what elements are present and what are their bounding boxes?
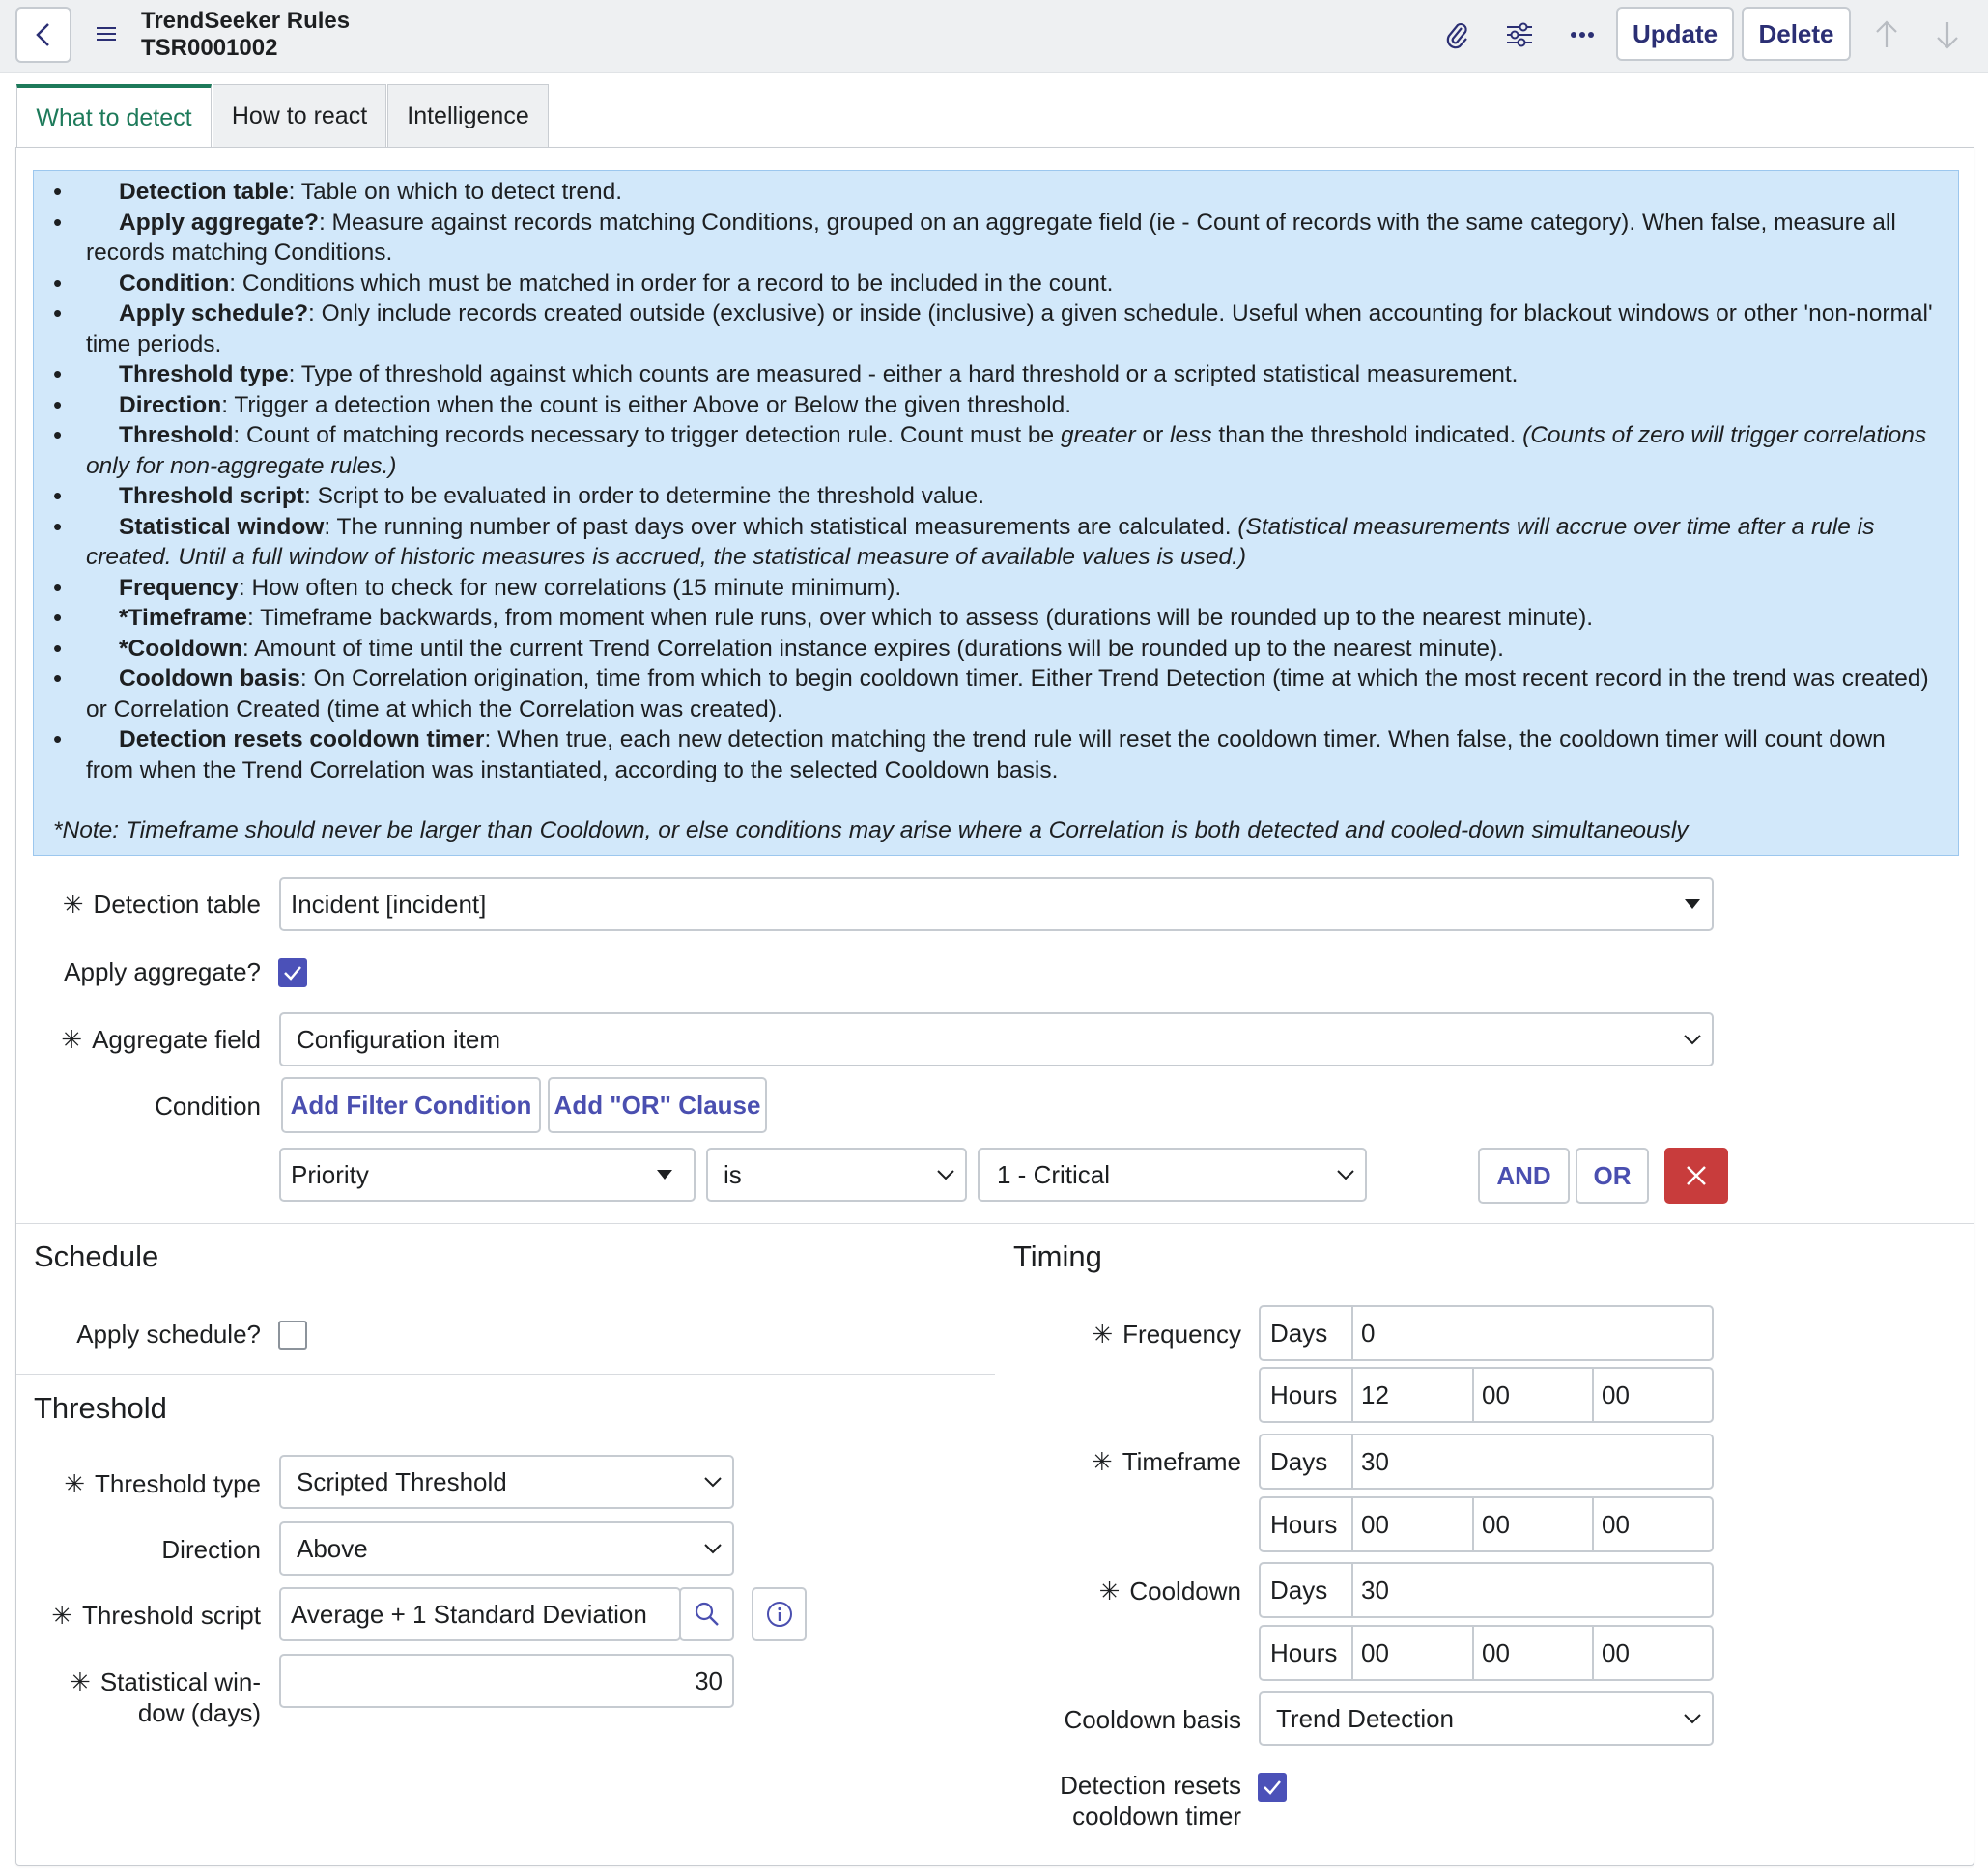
threshold-section-title: Threshold <box>34 1391 167 1425</box>
help-info-box <box>33 170 1959 856</box>
help-list <box>53 177 1939 785</box>
required-asterisk-icon: ✳ <box>1098 1577 1121 1606</box>
add-filter-condition-button[interactable]: Add Filter Condition <box>281 1077 541 1133</box>
chevron-down-icon <box>1326 1170 1365 1180</box>
required-asterisk-icon: ✳ <box>62 890 84 919</box>
tab-how-to-react[interactable]: How to react <box>213 84 386 148</box>
help-item: • Condition: Conditions which must be matched in order for a record to be included in the count. <box>86 269 1939 299</box>
threshold-type-select[interactable]: Scripted Threshold <box>279 1455 734 1509</box>
detection-table-select[interactable]: Incident [incident] <box>279 877 1714 931</box>
menu-icon[interactable] <box>92 19 121 48</box>
required-asterisk-icon: ✳ <box>51 1601 73 1630</box>
timeframe-minutes-input[interactable]: 00 <box>1474 1498 1594 1550</box>
caret-down-icon <box>636 1170 694 1180</box>
arrow-up-icon[interactable] <box>1870 17 1903 52</box>
aggregate-field-label: ✳ Aggregate field <box>61 1025 261 1054</box>
cooldown-seconds-input[interactable]: 00 <box>1602 1637 1630 1667</box>
timeframe-label: ✳ Timeframe <box>1091 1447 1241 1476</box>
paperclip-icon[interactable] <box>1437 15 1476 54</box>
aggregate-field-select[interactable]: Configuration item <box>279 1012 1714 1066</box>
close-icon <box>1686 1165 1707 1186</box>
apply-schedule-label: Apply schedule? <box>76 1320 261 1349</box>
required-asterisk-icon: ✳ <box>1092 1320 1114 1349</box>
lookup-button[interactable] <box>679 1587 734 1641</box>
cooldown-hours-input[interactable]: 00 <box>1353 1627 1474 1679</box>
help-item: • Threshold type: Type of threshold against which counts are measured - either a hard threshold or a scripted statistical measurement. <box>86 359 1939 390</box>
check-icon <box>283 965 302 981</box>
frequency-minutes-input[interactable]: 00 <box>1474 1369 1594 1421</box>
condition-field-select[interactable]: Priority <box>279 1148 696 1202</box>
delete-button[interactable]: Delete <box>1742 7 1851 61</box>
cooldown-minutes-input[interactable]: 00 <box>1474 1627 1594 1679</box>
cooldown-label: ✳ Cooldown <box>1098 1577 1241 1606</box>
statistical-window-label: ✳ Statistical win- dow (days) <box>70 1667 261 1727</box>
help-item: • Detection table: Table on which to detect trend. <box>86 177 1939 208</box>
or-button[interactable]: OR <box>1576 1148 1649 1204</box>
cooldown-basis-label: Cooldown basis <box>1064 1705 1241 1734</box>
detection-resets-checkbox[interactable] <box>1258 1773 1287 1802</box>
arrow-down-icon[interactable] <box>1931 17 1964 52</box>
update-button[interactable]: Update <box>1616 7 1734 61</box>
add-or-clause-button[interactable]: Add "OR" Clause <box>548 1077 767 1133</box>
detection-resets-label: Detection resets cooldown timer <box>1060 1771 1241 1831</box>
cooldown-days-input[interactable]: 30 <box>1361 1575 1389 1605</box>
chevron-down-icon <box>694 1544 732 1554</box>
caret-down-icon <box>1673 899 1712 909</box>
required-asterisk-icon: ✳ <box>64 1469 86 1498</box>
delete-condition-button[interactable] <box>1664 1148 1728 1204</box>
help-item: • Statistical window: The running number of past days over which statistical measurements are calculated. (Statistical measurements will accrue over time after a rule is created. Until a full window of historic measures is accrued, the statistical measure of available values is used.) <box>86 512 1939 573</box>
tab-intelligence[interactable]: Intelligence <box>387 84 549 148</box>
detection-table-label: ✳ Detection table <box>62 890 261 919</box>
chevron-down-icon <box>1673 1035 1712 1045</box>
help-item: • Frequency: How often to check for new correlations (15 minute minimum). <box>86 573 1939 604</box>
help-item: • Apply schedule?: Only include records created outside (exclusive) or inside (inclusive) a given schedule. Useful when accounting for blackout windows or other 'non-normal' time periods. <box>86 298 1939 359</box>
required-asterisk-icon: ✳ <box>70 1667 91 1696</box>
settings-sliders-icon[interactable] <box>1500 15 1539 54</box>
timeframe-hours-field[interactable]: Hours 00 00 00 <box>1259 1496 1714 1552</box>
info-icon <box>766 1601 793 1628</box>
check-icon <box>1263 1779 1282 1795</box>
condition-label: Condition <box>155 1092 261 1121</box>
tab-what-to-detect[interactable]: What to detect <box>16 84 212 148</box>
help-item: • Apply aggregate?: Measure against records matching Conditions, grouped on an aggregate field (ie - Count of records with the same category). When false, measure all records matching Conditions. <box>86 208 1939 269</box>
help-item: • *Timeframe: Timeframe backwards, from moment when rule runs, over which to assess (durations will be rounded up to the nearest minute). <box>86 603 1939 634</box>
chevron-down-icon <box>694 1477 732 1488</box>
timeframe-days-field[interactable]: Days 30 <box>1259 1434 1714 1490</box>
condition-value-select[interactable]: 1 - Critical <box>978 1148 1367 1202</box>
cooldown-days-field[interactable]: Days 30 <box>1259 1562 1714 1618</box>
frequency-days-field[interactable]: Days 0 <box>1259 1305 1714 1361</box>
threshold-type-label: ✳ Threshold type <box>64 1469 261 1498</box>
help-item: • Threshold: Count of matching records necessary to trigger detection rule. Count must be greater or less than the threshold indicated. (Counts of zero will trigger correlations only for non-aggregate rules.) <box>86 420 1939 481</box>
cooldown-hours-field[interactable]: Hours 00 00 00 <box>1259 1625 1714 1681</box>
direction-label: Direction <box>161 1535 261 1564</box>
frequency-hours-input[interactable]: 12 <box>1353 1369 1474 1421</box>
frequency-seconds-input[interactable]: 00 <box>1602 1379 1630 1409</box>
schedule-section-title: Schedule <box>34 1239 159 1273</box>
help-item: • *Cooldown: Amount of time until the current Trend Correlation instance expires (durations will be rounded up to the nearest minute). <box>86 634 1939 665</box>
chevron-down-icon <box>926 1170 965 1180</box>
chevron-down-icon <box>1673 1714 1712 1724</box>
threshold-script-label: ✳ Threshold script <box>51 1601 261 1630</box>
chevron-left-icon <box>34 21 53 48</box>
required-asterisk-icon: ✳ <box>1091 1447 1113 1476</box>
back-button[interactable] <box>15 7 71 63</box>
frequency-label: ✳ Frequency <box>1092 1320 1241 1349</box>
frequency-days-input[interactable]: 0 <box>1361 1318 1376 1348</box>
help-item: • Direction: Trigger a detection when the count is either Above or Below the given threshold. <box>86 390 1939 421</box>
record-title <box>141 8 350 62</box>
section-divider <box>16 1223 1974 1224</box>
record-number: TSR0001002 <box>141 35 278 61</box>
timeframe-seconds-input[interactable]: 00 <box>1602 1509 1630 1539</box>
apply-schedule-checkbox[interactable] <box>278 1321 307 1350</box>
frequency-hours-field[interactable]: Hours 12 00 00 <box>1259 1367 1714 1423</box>
section-divider <box>16 1374 995 1375</box>
form-header <box>0 0 1988 73</box>
timeframe-days-input[interactable]: 30 <box>1361 1446 1389 1476</box>
help-item: • Detection resets cooldown timer: When true, each new detection matching the trend rule will reset the cooldown timer. When false, the cooldown timer will count down from when the Trend Correlation was instantiated, according to the selected Cooldown basis. <box>86 725 1939 785</box>
and-button[interactable]: AND <box>1478 1148 1570 1204</box>
threshold-script-input[interactable]: Average + 1 Standard Deviation <box>279 1587 681 1641</box>
apply-aggregate-checkbox[interactable] <box>278 958 307 987</box>
info-button[interactable] <box>752 1587 807 1641</box>
timeframe-hours-input[interactable]: 00 <box>1353 1498 1474 1550</box>
help-item: • Cooldown basis: On Correlation origination, time from which to begin cooldown timer. Either Trend Detection (time at which the most recent record in the trend was created) or Correlation Created (time at which the Correlation was created). <box>86 664 1939 725</box>
cooldown-basis-select[interactable]: Trend Detection <box>1259 1691 1714 1746</box>
statistical-window-input[interactable]: 30 <box>279 1654 734 1708</box>
search-icon <box>695 1602 720 1627</box>
direction-select[interactable]: Above <box>279 1521 734 1576</box>
timing-section-title: Timing <box>1013 1239 1102 1273</box>
more-options-icon[interactable] <box>1563 15 1602 54</box>
help-item: • Threshold script: Script to be evaluated in order to determine the threshold value. <box>86 481 1939 512</box>
table-title: TrendSeeker Rules <box>141 8 351 34</box>
required-asterisk-icon: ✳ <box>61 1025 83 1054</box>
condition-operator-select[interactable]: is <box>706 1148 967 1202</box>
help-note: *Note: Timeframe should never be larger than Cooldown, or else conditions may arise where a Correlation is both detected and cooled-down simultaneously <box>53 817 1689 843</box>
apply-aggregate-label: Apply aggregate? <box>64 957 261 986</box>
